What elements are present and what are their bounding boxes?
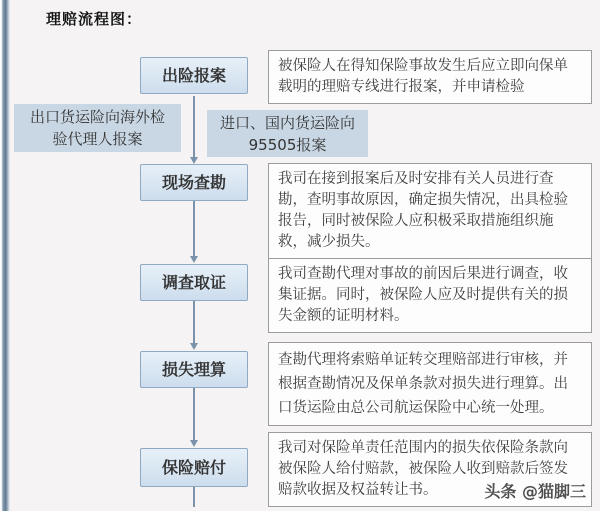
branch-import-domestic-report: 进口、国内货运险向95505报案 bbox=[207, 110, 368, 157]
flow-step-investigation: 调查取证 bbox=[140, 264, 248, 301]
flow-step-loss-adjustment-description: 查勘代理将索赔单证转交理赔部进行审核，并根据查勘情况及保单条款对损失进行理算。出口货运险由总公司航运保险中心统一处理。 bbox=[268, 342, 592, 426]
flow-step-site-survey-description: 我司在接到报案后及时安排有关人员进行查勘，查明事故原因，确定损失情况，出具检验报告，同时被保险人应积极采取措施组织施救，减少损失。 bbox=[268, 163, 592, 259]
flow-step-site-survey: 现场查勘 bbox=[140, 164, 248, 201]
flow-step-payment: 保险赔付 bbox=[140, 448, 248, 487]
toutiao-watermark: 头条 @猫脚三 bbox=[484, 482, 586, 501]
flow-arrow-3 bbox=[193, 301, 195, 344]
flow-step-investigation-description: 我司查勘代理对事故的前因后果进行调查，收集证据。同时，被保险人应及时提供有关的损失金额的证明材料。 bbox=[268, 258, 592, 333]
flow-step-report-description: 被保险人在得知保险事故发生后应立即向保单载明的理赔专线进行报案，并申请检验 bbox=[268, 50, 592, 104]
flow-line-bottom bbox=[193, 487, 195, 507]
flow-step-report: 出险报案 bbox=[140, 57, 248, 94]
flow-arrow-4 bbox=[193, 388, 195, 441]
flow-step-loss-adjustment: 损失理算 bbox=[140, 351, 248, 388]
branch-export-cargo-report: 出口货运险向海外检验代理人报案 bbox=[14, 104, 181, 152]
left-border-bar bbox=[0, 0, 10, 511]
page-title: 理赔流程图： bbox=[46, 10, 143, 28]
flow-arrow-1 bbox=[193, 96, 195, 158]
flow-arrow-2 bbox=[193, 201, 195, 257]
flow-step-payment-description: 我司对保险单责任范围内的损失依保险条款向被保险人给付赔款，被保险人收到赔款后签发赔款收据及权益转让书。 bbox=[268, 432, 592, 507]
